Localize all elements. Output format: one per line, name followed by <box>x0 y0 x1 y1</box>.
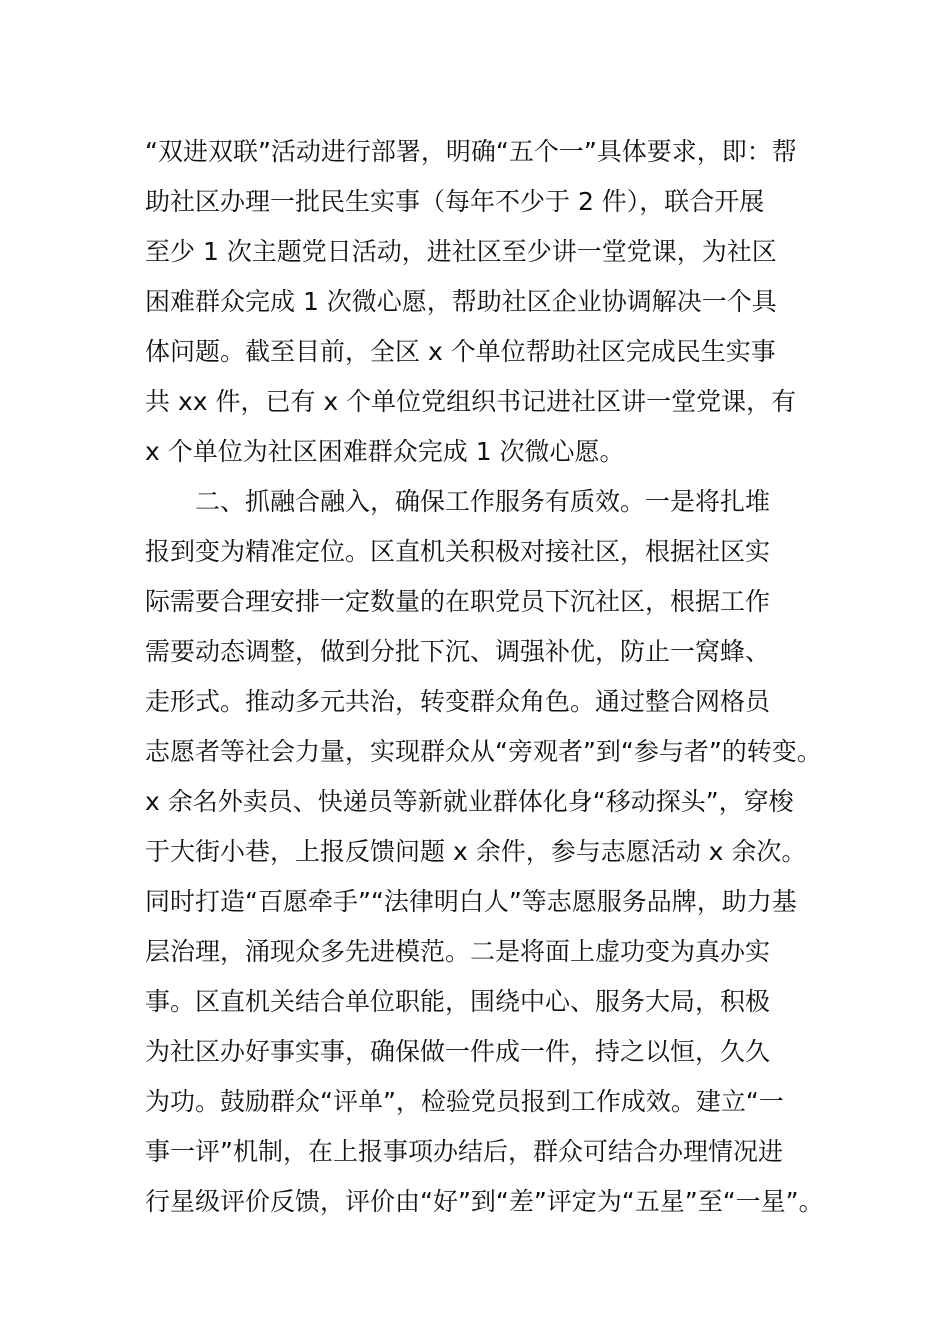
text-line: 困难群众完成 1 次微心愿，帮助社区企业协调解决一个具 <box>145 287 777 316</box>
text-line: 助社区办理一批民生实事（每年不少于 2 件），联合开展 <box>145 187 765 216</box>
text-line: 需要动态调整，做到分批下沉、调强补优，防止一窝蜂、 <box>145 637 771 666</box>
text-line: 报到变为精准定位。区直机关积极对接社区，根据社区实 <box>145 537 771 566</box>
text-line: x 个单位为社区困难群众完成 1 次微心愿。 <box>145 437 625 466</box>
text-line: 走形式。推动多元共治，转变群众角色。通过整合网格员 <box>145 687 771 716</box>
text-line: 志愿者等社会力量，实现群众从“旁观者”到“参与者”的转变。 <box>145 737 822 766</box>
text-line: 事。区直机关结合单位职能，围绕中心、服务大局，积极 <box>145 987 771 1016</box>
text-line: 行星级评价反馈，评价由“好”到“差”评定为“五星”至“一星”。 <box>145 1187 824 1216</box>
text-line: 层治理，涌现众多先进模范。二是将面上虚功变为真办实 <box>145 937 771 966</box>
text-line: 事一评”机制，在上报事项办结后，群众可结合办理情况进 <box>145 1137 783 1166</box>
text-line: 至少 1 次主题党日活动，进社区至少讲一堂党课，为社区 <box>145 237 777 266</box>
text-line: 同时打造“百愿牵手”“法律明白人”等志愿服务品牌，助力基 <box>145 887 797 916</box>
text-line: 共 xx 件，已有 x 个单位党组织书记进社区讲一堂党课，有 <box>145 387 797 416</box>
text-line: “双进双联”活动进行部署，明确“五个一”具体要求，即：帮 <box>145 137 797 166</box>
text-line: 二、抓融合融入，确保工作服务有质效。一是将扎堆 <box>145 487 771 516</box>
text-line: x 余名外卖员、快递员等新就业群体化身“移动探头”，穿梭 <box>145 787 794 816</box>
text-line: 于大街小巷，上报反馈问题 x 余件，参与志愿活动 x 余次。 <box>145 837 807 866</box>
text-line: 为社区办好事实事，确保做一件成一件，持之以恒，久久 <box>145 1037 771 1066</box>
text-line: 为功。鼓励群众“评单”，检验党员报到工作成效。建立“一 <box>145 1087 784 1116</box>
text-line: 际需要合理安排一定数量的在职党员下沉社区，根据工作 <box>145 587 771 616</box>
text-line: 体问题。截至目前，全区 x 个单位帮助社区完成民生实事 <box>145 337 776 366</box>
body-text <box>145 127 845 1227</box>
